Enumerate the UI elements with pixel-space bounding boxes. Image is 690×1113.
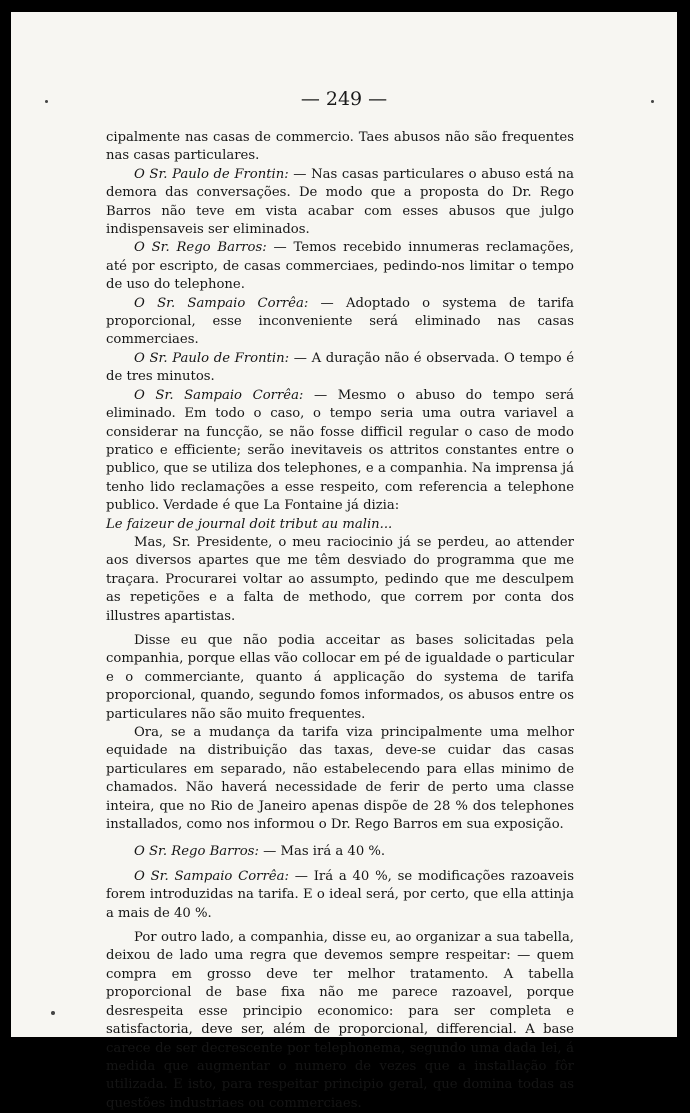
speaker-name: O Sr. Sampaio Corrêa: <box>134 387 304 403</box>
paragraph: O Sr. Rego Barros: — Mas irá a 40 %. <box>134 844 386 860</box>
speaker-name: O Sr. Paulo de Frontin: <box>134 350 290 366</box>
page-number: — 249 — <box>300 88 388 110</box>
print-speck <box>651 100 654 103</box>
paragraph: O Sr. Paulo de Frontin: — A duração não é observada. O tempo é de tres minutos. <box>106 350 574 385</box>
paragraph: O Sr. Rego Barros: — Temos recebido innumeras reclamações, até por escripto, de casas commerciaes, pedindo-nos limitar o tempo de uso do telephone. <box>106 240 574 293</box>
paragraph: Disse eu que não podia acceitar as bases solicitadas pela companhia, porque ellas vão collocar em pé de igualdade o particular e o commerciante, quanto á applicação do systema de tarifa proporcional, quando, segundo fomos informados, os abusos entre os particulares não são muito frequentes. <box>106 632 574 722</box>
paragraph: O Sr. Sampaio Corrêa: — Irá a 40 %, se modificações razoaveis forem introduzidas na tarifa. E o ideal será, por certo, que ella attinja a mais de 40 %. <box>106 868 574 921</box>
print-speck <box>45 100 48 103</box>
paragraph: O Sr. Paulo de Frontin: — Nas casas particulares o abuso está na demora das conversações. De modo que a proposta do Dr. Rego Barros não teve em vista acabar com esses abusos que julgo indispensaveis ser eliminados. <box>106 166 574 238</box>
paragraph: O Sr. Sampaio Corrêa: — Adoptado o systema de tarifa proporcional, esse inconveniente será eliminado nas casas commerciaes. <box>106 295 574 348</box>
speaker-name: O Sr. Sampaio Corrêa: <box>134 868 289 884</box>
paragraph: Mas, Sr. Presidente, o meu raciocinio já se perdeu, ao attender aos diversos apartes que me têm desviado do programma que me traçara. Procurarei voltar ao assumpto, pedindo que me desculpem as repetições e a falta de methodo, que correm por conta dos illustres apartistas. <box>106 534 574 624</box>
speaker-name: O Sr. Sampaio Corrêa: <box>134 295 309 311</box>
scanned-page <box>11 12 677 1111</box>
paragraph: cipalmente nas casas de commercio. Taes abusos não são frequentes nas casas particulares. <box>106 130 574 164</box>
paragraph: Ora, se a mudança da tarifa viza principalmente uma melhor equidade na distribuição das taxas, deve-se cuidar das casas particulares em separado, não estabelecendo para ellas minimo de chamados. Não haverá necessidade de ferir de perto uma classe inteira, que no Rio de Janeiro apenas dispõe de 28 % dos telephones installados, como nos informou o Dr. Rego Barros em sua exposição. <box>106 725 574 833</box>
print-speck <box>51 1011 55 1015</box>
speaker-name: O Sr. Rego Barros: <box>134 240 267 256</box>
quote: Le faizeur de journal doit tribut au malin... <box>106 516 393 532</box>
paragraph: Por outro lado, a companhia, disse eu, ao organizar a sua tabella, deixou de lado uma regra que devemos sempre respeitar: — quem compra em grosso deve ter melhor tratamento. A tabella proporcional de base fixa não me parece razoavel, porque desrespeita esse principio economico: para ser completa e satisfactoria, deve ser, além de proporcional, differencial. A base carece de ser decrescente por telephonema, segundo uma dada lei, á medida que augmentar o numero de vezes que a installação fôr utilizada. E isto, para respeitar principio geral, que domina todas as questões industriaes ou commerciaes. <box>106 930 574 1111</box>
paragraph: O Sr. Sampaio Corrêa: — Mesmo o abuso do tempo será eliminado. Em todo o caso, o tempo seria uma outra variavel a considerar na funcção, se não fosse difficil regular o caso de modo pratico e efficiente; serão inevitaveis os attritos constantes entre o publico, que se utiliza dos telephones, e a companhia. Na imprensa já tenho lido reclamações a esse respeito, com referencia a telephone publico. Verdade é que La Fontaine já dizia: Le faizeur de journal doit tribut au malin... <box>106 387 574 532</box>
body-text <box>106 129 574 1113</box>
speaker-name: O Sr. Rego Barros: <box>134 844 259 860</box>
speaker-name: O Sr. Paulo de Frontin: <box>134 166 289 182</box>
